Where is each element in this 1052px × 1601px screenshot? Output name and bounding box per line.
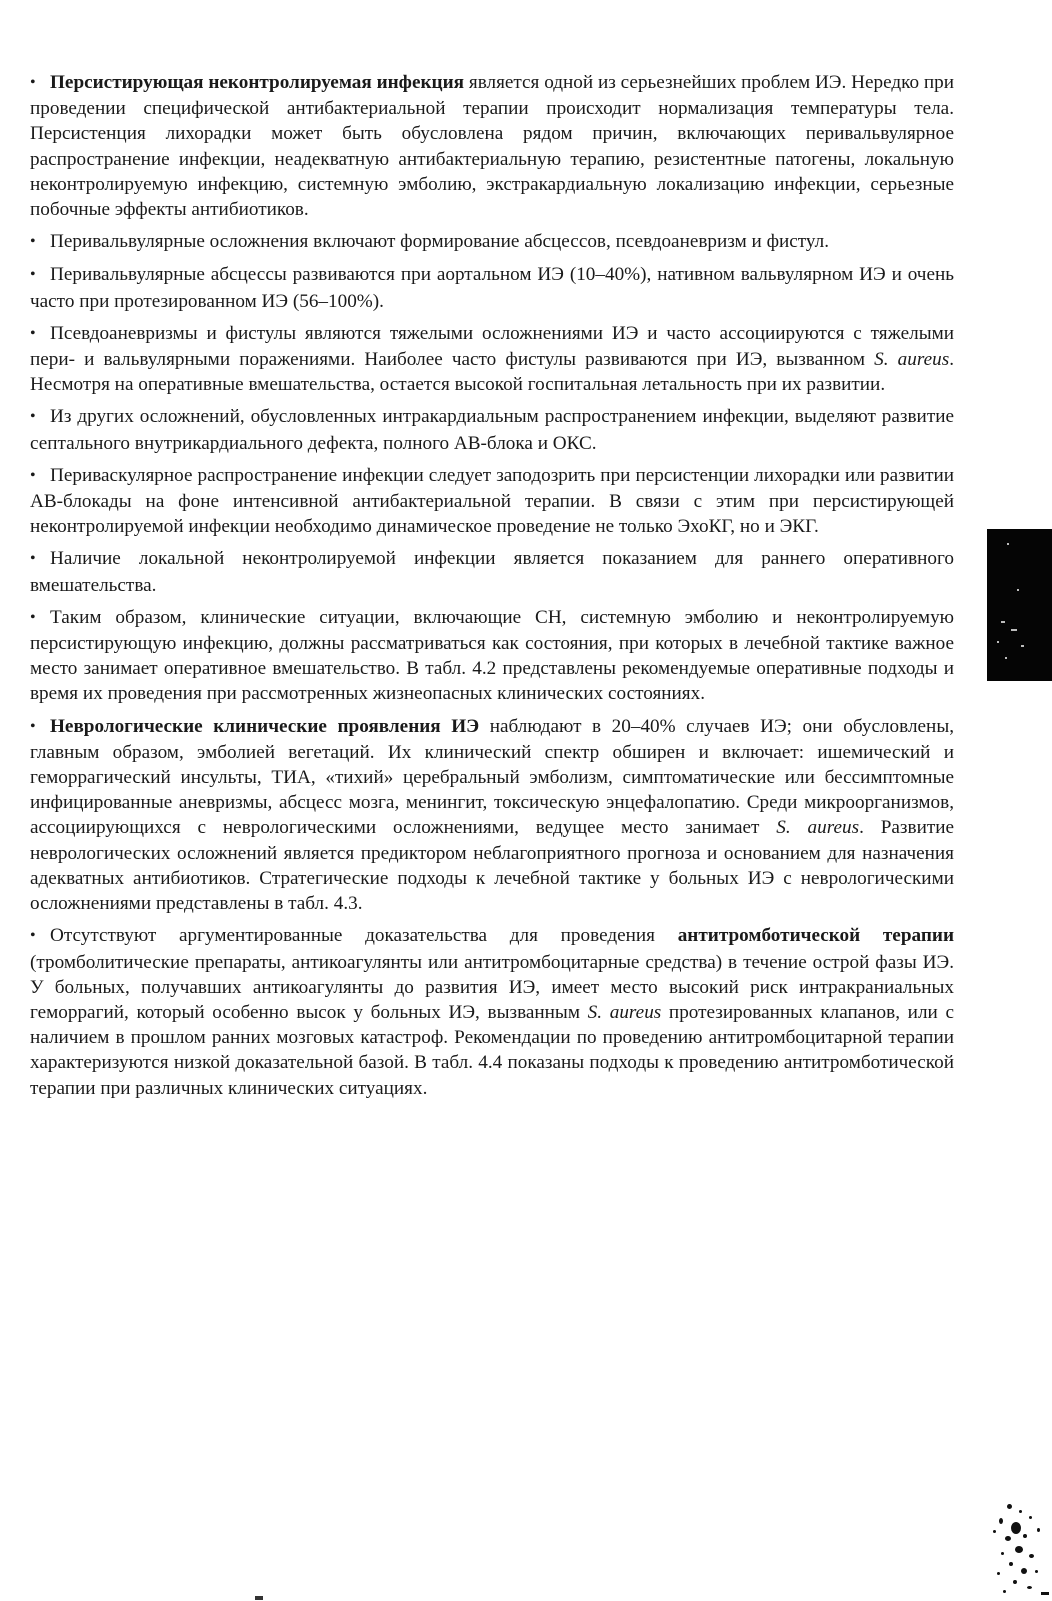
bullet-icon: [30, 262, 38, 288]
paragraph-local-infection: [30, 546, 954, 597]
organism-name: S. aureus: [776, 817, 860, 839]
organism-name: S. aureus: [874, 349, 950, 371]
paragraph-summary-surgery: [30, 605, 954, 707]
paragraph-persistent-infection: [30, 70, 954, 222]
bullet-icon: [30, 546, 38, 572]
paragraph-text: . Несмотря на оперативные вмешательства, остается высокой госпитальная летальность при их развитии.: [30, 349, 954, 396]
organism-name: S. aureus: [587, 1001, 662, 1023]
paragraph-text: (тромболитические препараты, антикоагулянты или антитромбоцитарные средства) в течение острой фазы ИЭ. У больных, получавших антикоагулянты до развития ИЭ, имеет место высокий риск интракраниальных геморрагий, который особенно высок у больных ИЭ, вызванным: [30, 951, 954, 1023]
scan-mark: [255, 1596, 263, 1600]
paragraph-text: Псевдоаневризмы и фистулы являются тяжелыми осложнениями ИЭ и часто ассоциируются с тяжелыми пери- и вальвулярными поражениями. Наиболее часто фистулы развиваются при ИЭ, вызванном: [30, 322, 954, 371]
paragraph-text: Из других осложнений, обусловленных интракардиальным распространением инфекции, выделяют развитие септального внутрикардиального дефекта, полного АВ-блока и ОКС.: [30, 406, 954, 454]
chapter-edge-tab: [987, 529, 1052, 681]
document-body: [30, 70, 954, 1108]
paragraph-other-complications: [30, 404, 954, 455]
paragraph-text: является одной из серьезнейших проблем ИЭ. Нередко при проведении специфической антибактериальной терапии происходит нормализация температуры тела. Персистенция лихорадки может быть обусловлена рядом причин, включающих перивальвулярное распространение инфекции, неадекватную антибактериальную терапию, резистентные патогены, локальную неконтролируемую инфекцию, системную эмболию, экстракардиальную локализацию инфекции, серьезные побочные эффекты антибиотиков.: [30, 72, 955, 221]
bullet-icon: [30, 463, 38, 489]
scan-noise: [985, 1500, 1052, 1601]
paragraph-perivalvular-abscesses: [30, 262, 954, 313]
paragraph-perivascular-spread: [30, 463, 954, 540]
paragraph-text: Таким образом, клинические ситуации, включающие СН, системную эмболию и неконтролируемую персистирующую инфекцию, должны рассматриваться как состояния, при которых в лечебной тактике важное место занимает оперативное вмешательство. В табл. 4.2 представлены рекомендуемые оперативные подходы и время их проведения при рассмотренных жизнеопасных клинических состояниях.: [30, 606, 954, 705]
term-antithrombotic: антитромботической терапии: [677, 925, 954, 947]
paragraph-antithrombotic: [30, 923, 954, 1100]
paragraph-neurological: [30, 714, 954, 917]
paragraph-text: Перивальвулярные осложнения включают формирование абсцессов, псевдоаневризм и фистул.: [50, 231, 830, 253]
bullet-icon: [30, 923, 38, 949]
paragraph-perivalvular-complications: [30, 229, 954, 255]
paragraph-pseudoaneurysms: [30, 321, 954, 398]
paragraph-text: наблюдают в 20–40% случаев ИЭ; они обусловлены, главным образом, эмболией вегетаций. Их клинический спектр обширен и включает: ишемический и геморрагический инсульты, ТИА, «тихий» церебральный эмболизм, симптоматические или бессимптомные инфицированные аневризмы, абсцесс мозга, менингит, токсическую энцефалопатию. Среди микроорганизмов, ассоциирующихся с неврологическими осложнениями, ведущее место занимает: [30, 715, 955, 839]
paragraph-text: протезированных клапанов, или с наличием в прошлом ранних мозговых катастроф. Рекомендации по проведению антитромбоцитарной терапии характеризуются низкой доказательной базой. В табл. 4.4 показаны подходы к проведению антитромботической терапии при различных клинических ситуациях.: [30, 1001, 954, 1099]
bullet-icon: [30, 404, 38, 430]
term-neurological: Неврологические клинические проявления ИЭ: [50, 715, 480, 737]
paragraph-text: Отсутствуют аргументированные доказательства для проведения: [50, 925, 678, 947]
bullet-icon: [30, 605, 38, 631]
paragraph-text: Перивальвулярные абсцессы развиваются при аортальном ИЭ (10–40%), нативном вальвулярном ИЭ и очень часто при протезированном ИЭ (56–100%).: [30, 264, 954, 312]
bullet-icon: [30, 229, 38, 255]
paragraph-text: . Развитие неврологических осложнений является предиктором неблагоприятного прогноза и основанием для назначения адекватных антибиотиков. Стратегические подходы к лечебной тактике у больных ИЭ с неврологическими осложнениями представлены в табл. 4.3.: [30, 817, 955, 915]
bullet-icon: [30, 70, 38, 96]
bullet-icon: [30, 321, 38, 347]
paragraph-text: Наличие локальной неконтролируемой инфекции является показанием для раннего оперативного вмешательства.: [30, 548, 954, 596]
term-persistent-infection: Персистирующая неконтролируемая инфекция: [50, 72, 465, 93]
paragraph-text: Периваскулярное распространение инфекции следует заподозрить при персистенции лихорадки или развитии АВ-блокады на фоне интенсивной антибактериальной терапии. В связи с этим при персистирующей неконтролируемой инфекции необходимо динамическое проведение не только ЭхоКГ, но и ЭКГ.: [30, 464, 954, 538]
bullet-icon: [30, 714, 38, 740]
